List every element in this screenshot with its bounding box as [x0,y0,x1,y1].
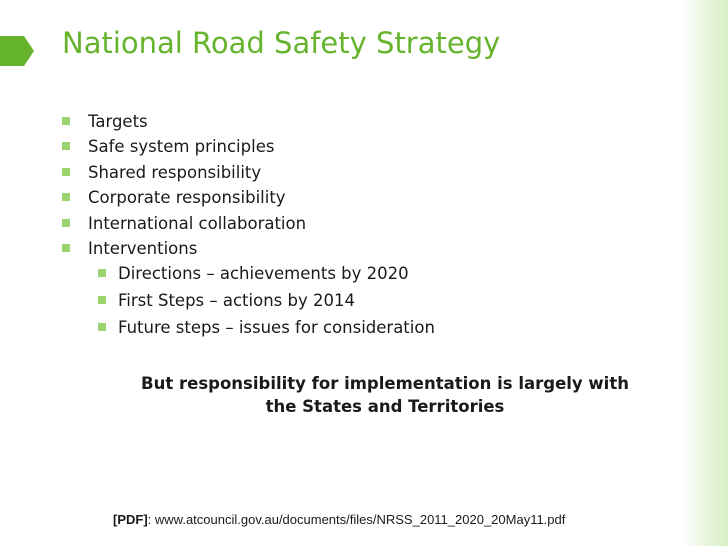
bullet-text: Safe system principles [88,137,275,157]
bullet-list [62,112,435,345]
bullet-item [62,239,435,264]
sub-bullet-text: First Steps – actions by 2014 [118,291,355,311]
bullet-text: International collaboration [88,213,307,233]
sub-bullet-item [94,291,435,318]
slide-title: National Road Safety Strategy [62,26,501,60]
emphasis-statement [90,372,680,418]
emphasis-line-2: the States and Territories [265,397,505,416]
title-marker-icon [0,36,34,66]
bullet-item [62,188,435,213]
sub-bullet-text: Future steps – issues for consideration [118,317,435,337]
decorative-side-band [682,0,728,546]
bullet-square-icon [62,142,70,150]
bullet-square-icon [62,244,70,252]
bullet-text: Targets [88,112,148,131]
bullet-square-icon [98,269,106,277]
bullet-square-icon [62,117,70,125]
bullet-item [62,163,435,188]
bullet-item [62,137,435,162]
bullet-text: Shared responsibility [88,162,262,182]
reference-tag: [PDF] [113,512,148,527]
sub-bullet-item [94,318,435,345]
bullet-item [62,214,435,239]
bullet-square-icon [98,323,106,331]
bullet-square-icon [62,168,70,176]
bullet-square-icon [62,219,70,227]
bullet-square-icon [62,193,70,201]
bullet-text: Corporate responsibility [88,188,286,208]
bullet-square-icon [98,296,106,304]
reference-link[interactable] [113,512,565,527]
sub-bullet-text: Directions – achievements by 2020 [118,264,409,284]
bullet-text: Interventions [88,238,198,258]
bullet-item [62,112,435,137]
reference-url[interactable]: : www.atcouncil.gov.au/documents/files/NRSS_2011_2020_20May11.pdf [147,512,566,527]
emphasis-line-1: But responsibility for implementation is largely with [141,374,629,393]
sub-bullet-item [94,264,435,291]
